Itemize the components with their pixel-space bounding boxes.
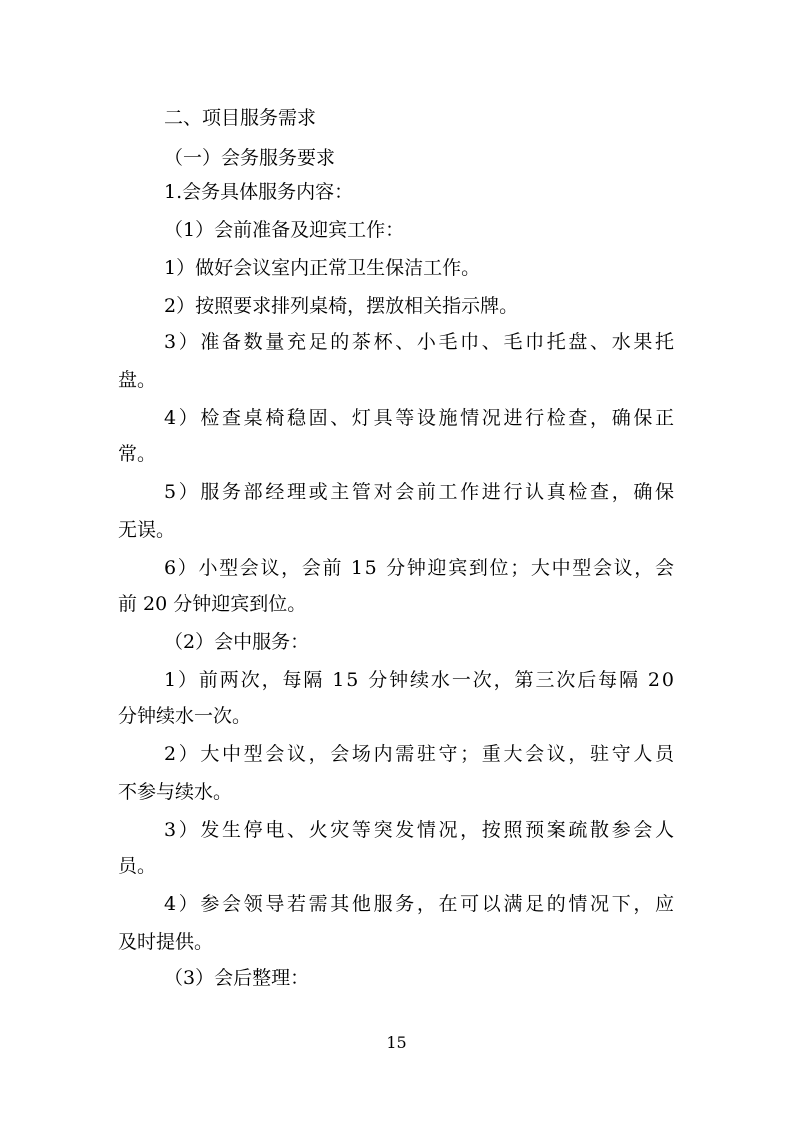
during-meeting-item-4-line-2: 及时提供。 — [118, 931, 214, 953]
pre-meeting-item-2: 2）按照要求排列桌椅，摆放相关指示牌。 — [164, 295, 519, 317]
during-meeting-item-3-line-2: 员。 — [118, 855, 157, 877]
item-heading: 1.会务具体服务内容： — [164, 181, 354, 203]
pre-meeting-item-3-line-1: 3）准备数量充足的茶杯、小毛巾、毛巾托盘、水果托 — [164, 331, 677, 353]
subsection-heading: （一）会务服务要求 — [164, 147, 336, 169]
during-meeting-item-1-line-2: 分钟续水一次。 — [118, 705, 252, 727]
pre-meeting-item-1: 1）做好会议室内正常卫生保洁工作。 — [164, 257, 481, 279]
during-meeting-title: （2）会中服务： — [164, 631, 310, 653]
pre-meeting-item-5-line-1: 5）服务部经理或主管对会前工作进行认真检查，确保 — [164, 481, 677, 503]
pre-meeting-item-4-line-1: 4）检查桌椅稳固、灯具等设施情况进行检查，确保正 — [164, 407, 677, 429]
during-meeting-item-2-line-1: 2）大中型会议，会场内需驻守；重大会议，驻守人员 — [164, 743, 677, 765]
post-meeting-title: （3）会后整理： — [164, 967, 310, 989]
pre-meeting-item-3-line-2: 盘。 — [118, 369, 157, 391]
pre-meeting-item-6-line-2: 前 20 分钟迎宾到位。 — [118, 593, 307, 615]
during-meeting-item-2-line-2: 不参与续水。 — [118, 781, 233, 803]
section-heading: 二、项目服务需求 — [164, 107, 317, 129]
during-meeting-item-3-line-1: 3）发生停电、火灾等突发情况，按照预案疏散参会人 — [164, 819, 677, 841]
page-number: 15 — [386, 1033, 407, 1052]
pre-meeting-item-6-line-1: 6）小型会议，会前 15 分钟迎宾到位；大中型会议，会 — [164, 557, 676, 579]
pre-meeting-item-5-line-2: 无误。 — [118, 519, 176, 541]
during-meeting-item-1-line-1: 1）前两次，每隔 15 分钟续水一次，第三次后每隔 20 — [164, 669, 676, 691]
during-meeting-item-4-line-1: 4）参会领导若需其他服务，在可以满足的情况下，应 — [164, 893, 677, 915]
pre-meeting-title: （1）会前准备及迎宾工作： — [164, 219, 405, 241]
pre-meeting-item-4-line-2: 常。 — [118, 443, 157, 465]
